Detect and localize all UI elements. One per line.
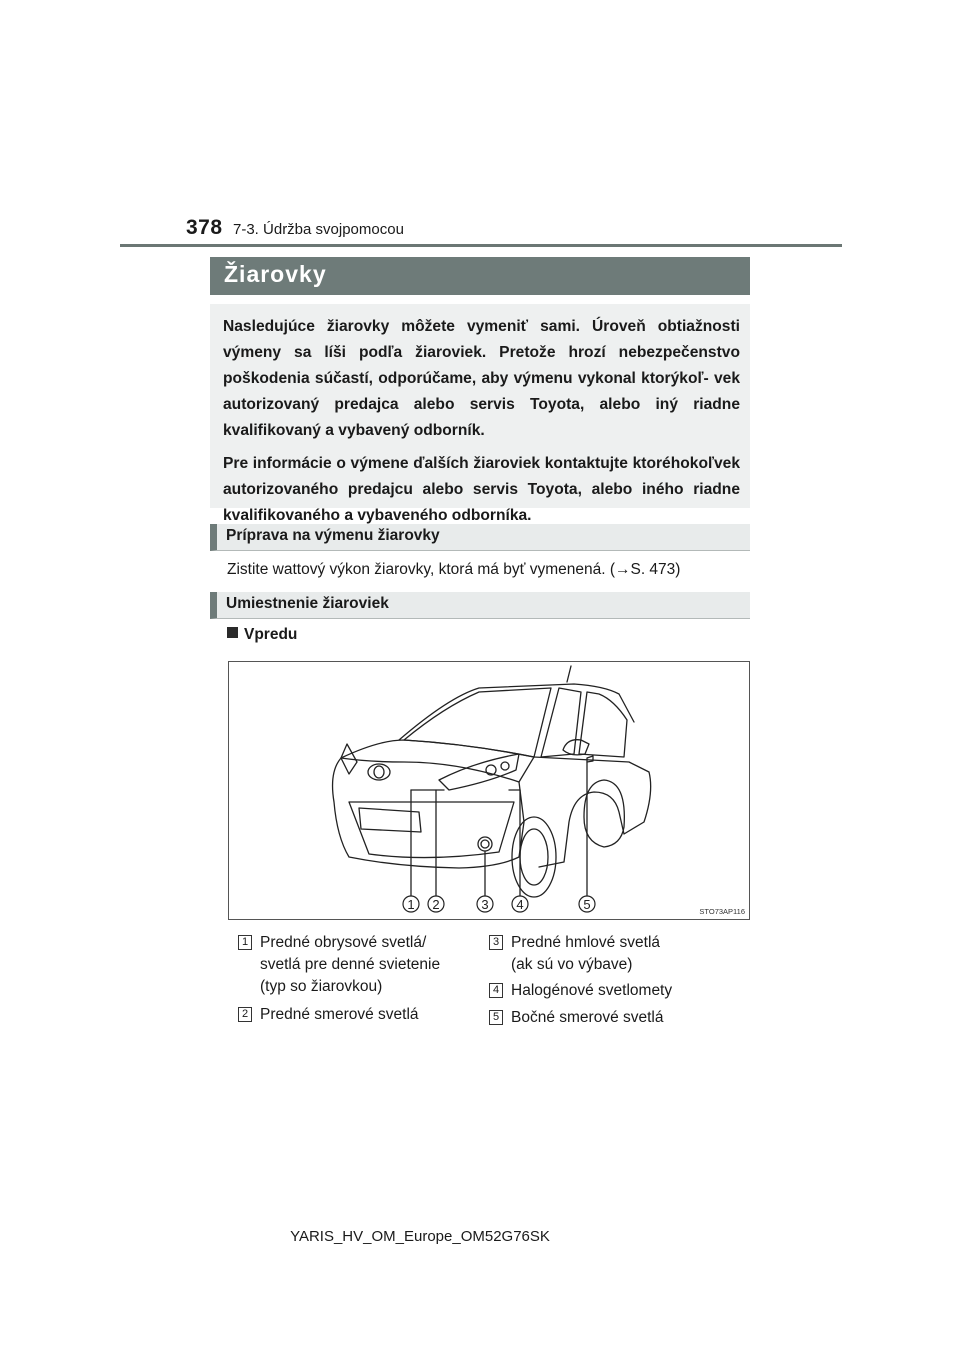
preparation-text: Zistite wattový výkon žiarovky, ktorá má byť vymenená. (→S. 473) xyxy=(227,561,681,578)
legend-item-1 xyxy=(241,932,441,998)
legend-text-1: Predné obrysové svetlá/ svetlá pre denné svietenie (typ so žiarovkou) xyxy=(260,934,441,995)
legend-text-4: Halogénové svetlomety xyxy=(511,982,673,999)
intro-box xyxy=(210,304,750,524)
legend-text-3: Predné hmlové svetlá (ak sú vo výbave) xyxy=(511,934,661,973)
square-bullet-icon xyxy=(227,627,238,638)
front-label-text: Vpredu xyxy=(244,626,298,643)
subheading-location: Umiestnenie žiaroviek xyxy=(210,592,750,619)
callout-1: 1 xyxy=(407,897,415,912)
section-label: 7-3. Údržba svojpomocou xyxy=(233,221,404,238)
legend-item-3 xyxy=(492,932,661,976)
callout-2: 2 xyxy=(432,897,440,912)
callout-4: 4 xyxy=(516,897,524,912)
legend-number-2: 2 xyxy=(238,1007,252,1022)
legend-number-5: 5 xyxy=(489,1010,503,1025)
page-title: Žiarovky xyxy=(210,257,750,295)
header-rule xyxy=(120,244,842,247)
intro-paragraph-2: Pre informácie o výmene ďalších žiaroviek kontaktujte ktoréhokoľvek autorizovaného predajcu alebo servis Toyota, alebo iného riadne kvalifikovaného a vybaveného odborníka. xyxy=(223,455,740,524)
car-illustration xyxy=(229,662,749,919)
legend-number-1: 1 xyxy=(238,935,252,950)
callout-5: 5 xyxy=(583,897,591,912)
legend-number-4: 4 xyxy=(489,983,503,998)
legend-text-2: Predné smerové svetlá xyxy=(260,1006,419,1023)
intro-paragraph-1: Nasledujúce žiarovky môžete vymeniť sami. Úroveň obtiažnosti výmeny sa líši podľa žiaroviek. Pretože hrozí nebezpečenstvo poškodenia súčastí, odporúčame, aby výmenu vykonal ktorýkoľ- vek autorizovaný predajca alebo servis Toyota, alebo iný riadne kvalifikovaný a vybavený odborník. xyxy=(223,318,740,439)
page-number: 378 xyxy=(186,216,223,239)
footer-doc-id: YARIS_HV_OM_Europe_OM52G76SK xyxy=(290,1228,550,1245)
subheading-preparation: Príprava na výmenu žiarovky xyxy=(210,524,750,551)
callout-3: 3 xyxy=(481,897,489,912)
legend-item-5 xyxy=(492,1007,664,1029)
car-figure xyxy=(228,661,750,920)
legend-item-4 xyxy=(492,980,673,1002)
legend-number-3: 3 xyxy=(489,935,503,950)
front-label xyxy=(227,626,297,644)
figure-code: STO73AP116 xyxy=(699,907,745,916)
legend-text-5: Bočné smerové svetlá xyxy=(511,1009,664,1026)
legend-item-2 xyxy=(241,1004,419,1026)
